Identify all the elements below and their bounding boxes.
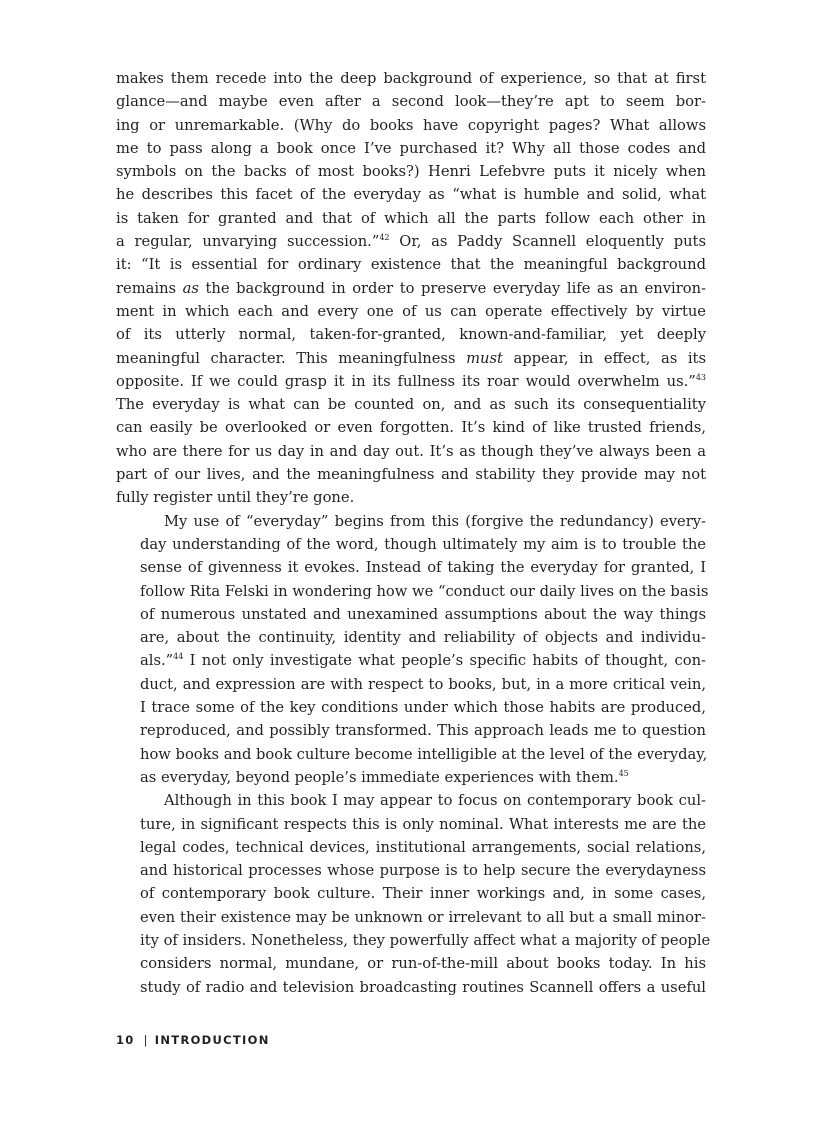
text-line: how books and book culture become intelligible at the level of the everyday, [140,745,708,763]
text-line: meaningful character. This meaningfulness must appear, in effect, as its [116,349,706,367]
text-line: who are there for us day in and day out. It’s as though they’ve always been a [116,442,706,460]
text-line: ing or unremarkable. (Why do books have copyright pages? What allows [116,116,706,134]
text-line: symbols on the backs of most books?) Henri Lefebvre puts it nicely when [116,163,706,181]
text-line: fully register until they’re gone. [116,489,355,507]
text-line: and historical processes whose purpose is to help secure the everydayness [140,862,706,880]
text-line: as everyday, beyond people’s immediate experiences with them.$^{45}$ [140,768,629,786]
text-line: reproduced, and possibly transformed. This approach leads me to question [140,722,706,740]
text-line: day understanding of the word, though ultimately my aim is to trouble the [140,535,706,553]
paragraph [116,67,706,510]
footnote-ref: 42 [379,233,390,243]
text-line: is taken for granted and that of which all the parts follow each other in [116,209,706,227]
text-line: considers normal, mundane, or run-of-the-mill about books today. In his [140,955,706,973]
text-line: are, about the continuity, identity and reliability of objects and individu- [140,629,706,647]
text-line: opposite. If we could grasp it in its fullness its roar would overwhelm us.”$^{43}$ [116,372,706,390]
text-line: a regular, unvarying succession.”$^{42}$ Or, as Paddy Scannell eloquently puts [116,233,706,251]
page-footer [116,1033,270,1047]
text-line: I trace some of the key conditions under which those habits are produced, [140,699,706,717]
paragraph [116,510,709,790]
text-line: part of our lives, and the meaningfulness and stability they provide may not [116,466,706,484]
text-line: legal codes, technical devices, institutional arrangements, social relations, [140,838,706,856]
text-line: he describes this facet of the everyday as “what is humble and solid, what [116,186,706,204]
text-line: Although in this book I may appear to focus on contemporary book cul- [164,792,706,810]
text-line: even their existence may be unknown or irrelevant to all but a small minor- [140,908,706,926]
text-line: duct, and expression are with respect to books, but, in a more critical vein, [140,675,706,693]
footnote-ref: 44 [173,652,184,662]
text-line: ity of insiders. Nonetheless, they powerfully affect what a majority of people [140,931,711,949]
emphasis: must [466,349,503,367]
text-line: me to pass along a book once I’ve purchased it? Why all those codes and [116,139,706,157]
emphasis: as [182,279,199,297]
text-line: glance—and maybe even after a second look—they’re apt to seem bor- [116,93,706,111]
text-line: of its utterly normal, taken-for-granted, known-and-familiar, yet deeply [116,326,706,344]
text-line: of numerous unstated and unexamined assumptions about the way things [140,605,706,623]
text-line: follow Rita Felski in wondering how we “conduct our daily lives on the basis [140,582,709,600]
running-head: INTRODUCTION [154,1033,270,1047]
body-text [116,67,711,999]
text-line: of contemporary book culture. Their inner workings and, in some cases, [140,885,706,903]
text-line: it: “It is essential for ordinary existence that the meaningful background [116,256,706,274]
text-line: study of radio and television broadcasting routines Scannell offers a useful [140,978,706,996]
footer-separator: | [143,1033,149,1047]
paragraph [116,789,711,999]
text-line: The everyday is what can be counted on, and as such its consequentiality [116,396,706,414]
text-line: als.”$^{44}$ I not only investigate what people’s specific habits of thought, con- [140,652,706,670]
page-number: 10 [116,1033,135,1047]
footnote-ref: 45 [618,768,629,778]
text-line: makes them recede into the deep background of experience, so that at first [116,70,706,87]
text-line: My use of “everyday” begins from this (forgive the redundancy) every- [164,512,706,530]
text-line: ment in which each and every one of us can operate effectively by virtue [116,302,706,320]
text-line: can easily be overlooked or even forgotten. It’s kind of like trusted friends, [116,419,706,437]
text-line: ture, in significant respects this is only nominal. What interests me are the [140,815,706,833]
footnote-ref: 43 [695,372,706,382]
text-line: remains as the background in order to preserve everyday life as an environ- [116,279,706,297]
text-line: sense of givenness it evokes. Instead of taking the everyday for granted, I [140,559,706,577]
